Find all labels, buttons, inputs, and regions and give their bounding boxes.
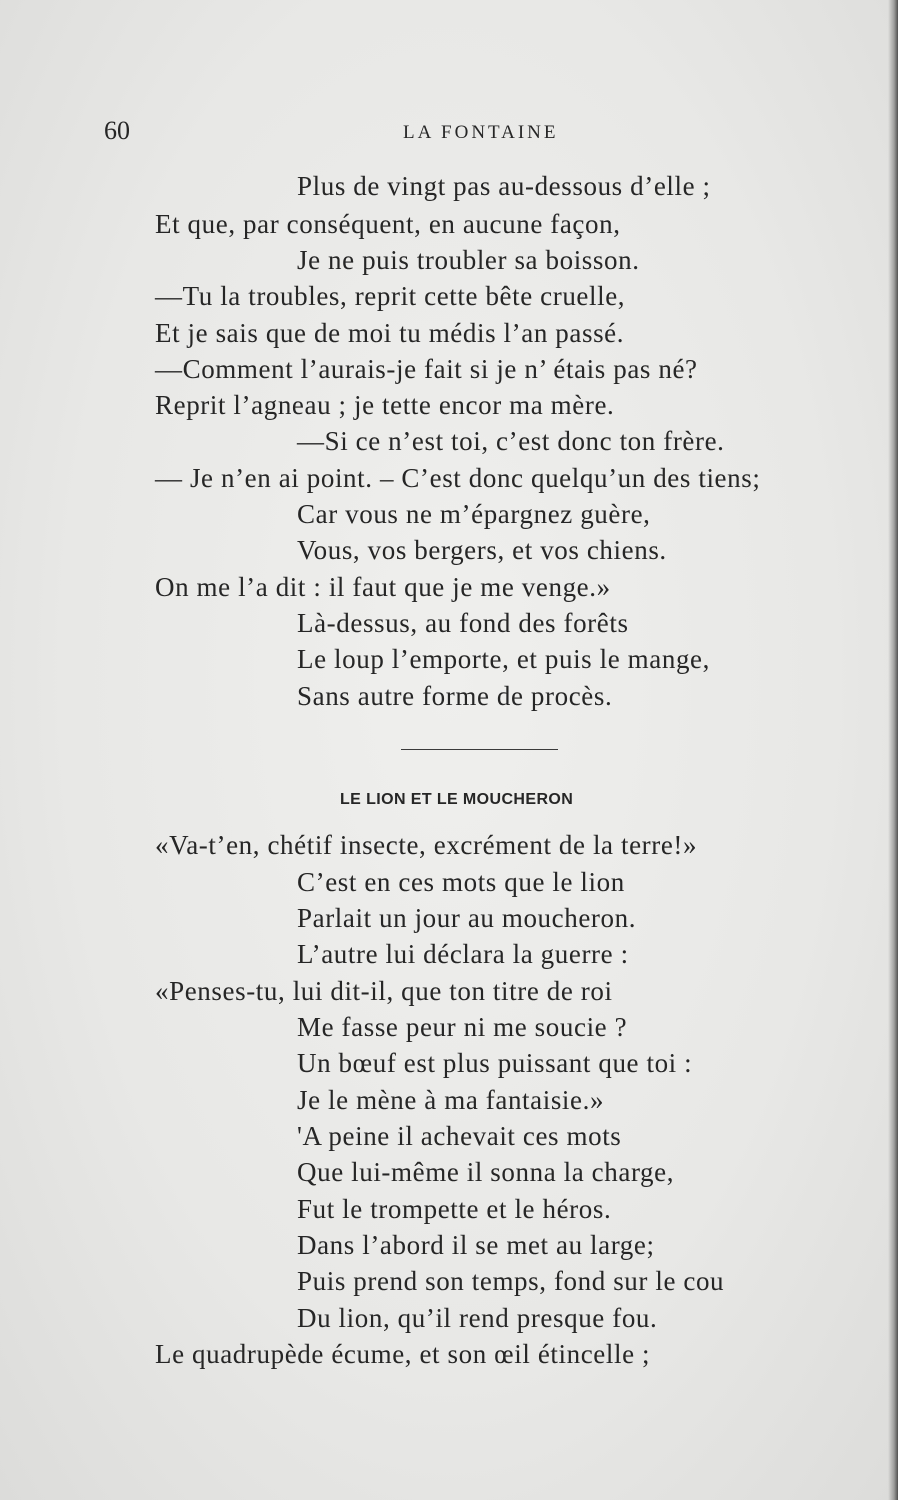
page-number: 60	[104, 116, 130, 145]
verse-line: C’est en ces mots que le lion	[297, 867, 625, 897]
verse-line: Que lui-même il sonna la charge,	[297, 1157, 675, 1187]
verse-line: —Comment l’aurais-je fait si je n’ étais pas né?	[155, 354, 698, 384]
verse-line: Fut le trompette et le héros.	[297, 1194, 612, 1224]
verse-line: Vous, vos bergers, et vos chiens.	[297, 535, 667, 565]
verse-line: «Penses-tu, lui dit-il, que ton titre de roi	[155, 976, 613, 1006]
verse-line: Sans autre forme de procès.	[297, 681, 613, 711]
verse-line: Et je sais que de moi tu médis l’an passé.	[155, 318, 625, 348]
verse-line: —Tu la troubles, reprit cette bête cruelle,	[155, 281, 626, 311]
verse-line: Du lion, qu’il rend presque fou.	[297, 1303, 658, 1333]
verse-line: Car vous ne m’épargnez guère,	[297, 499, 651, 529]
verse-line: Me fasse peur ni me soucie ?	[297, 1012, 628, 1042]
verse-line: Je ne puis troubler sa boisson.	[297, 245, 640, 275]
verse-line: — Je n’en ai point. – C’est donc quelqu’un des tiens;	[155, 463, 761, 493]
section-title: LE LION ET LE MOUCHERON	[340, 791, 574, 808]
verse-line: On me l’a dit : il faut que je me venge.»	[155, 572, 611, 602]
verse-line: Le loup l’emporte, et puis le mange,	[297, 644, 710, 674]
verse-line: Là-dessus, au fond des forêts	[297, 608, 629, 638]
verse-line: Puis prend son temps, fond sur le cou	[297, 1266, 725, 1296]
verse-line: Parlait un jour au moucheron.	[297, 903, 637, 933]
running-head: LA FONTAINE	[403, 122, 559, 143]
verse-line: Plus de vingt pas au-dessous d’elle ;	[297, 171, 711, 201]
verse-line: —Si ce n’est toi, c’est donc ton frère.	[297, 426, 725, 456]
verse-line: Je le mène à ma fantaisie.»	[297, 1085, 605, 1115]
verse-line: L’autre lui déclara la guerre :	[297, 939, 629, 969]
verse-line: Le quadrupède écume, et son œil étincelle ;	[155, 1339, 651, 1369]
page-binding-edge	[888, 0, 898, 1500]
verse-line: «Va-t’en, chétif insecte, excrément de la terre!»	[155, 830, 698, 860]
verse-line: Reprit l’agneau ; je tette encor ma mère.	[155, 390, 615, 420]
section-divider	[401, 749, 558, 750]
verse-line: Dans l’abord il se met au large;	[297, 1230, 655, 1260]
verse-line: 'A peine il achevait ces mots	[297, 1121, 622, 1151]
verse-line: Un bœuf est plus puissant que toi :	[297, 1048, 693, 1078]
verse-line: Et que, par conséquent, en aucune façon,	[155, 209, 621, 239]
